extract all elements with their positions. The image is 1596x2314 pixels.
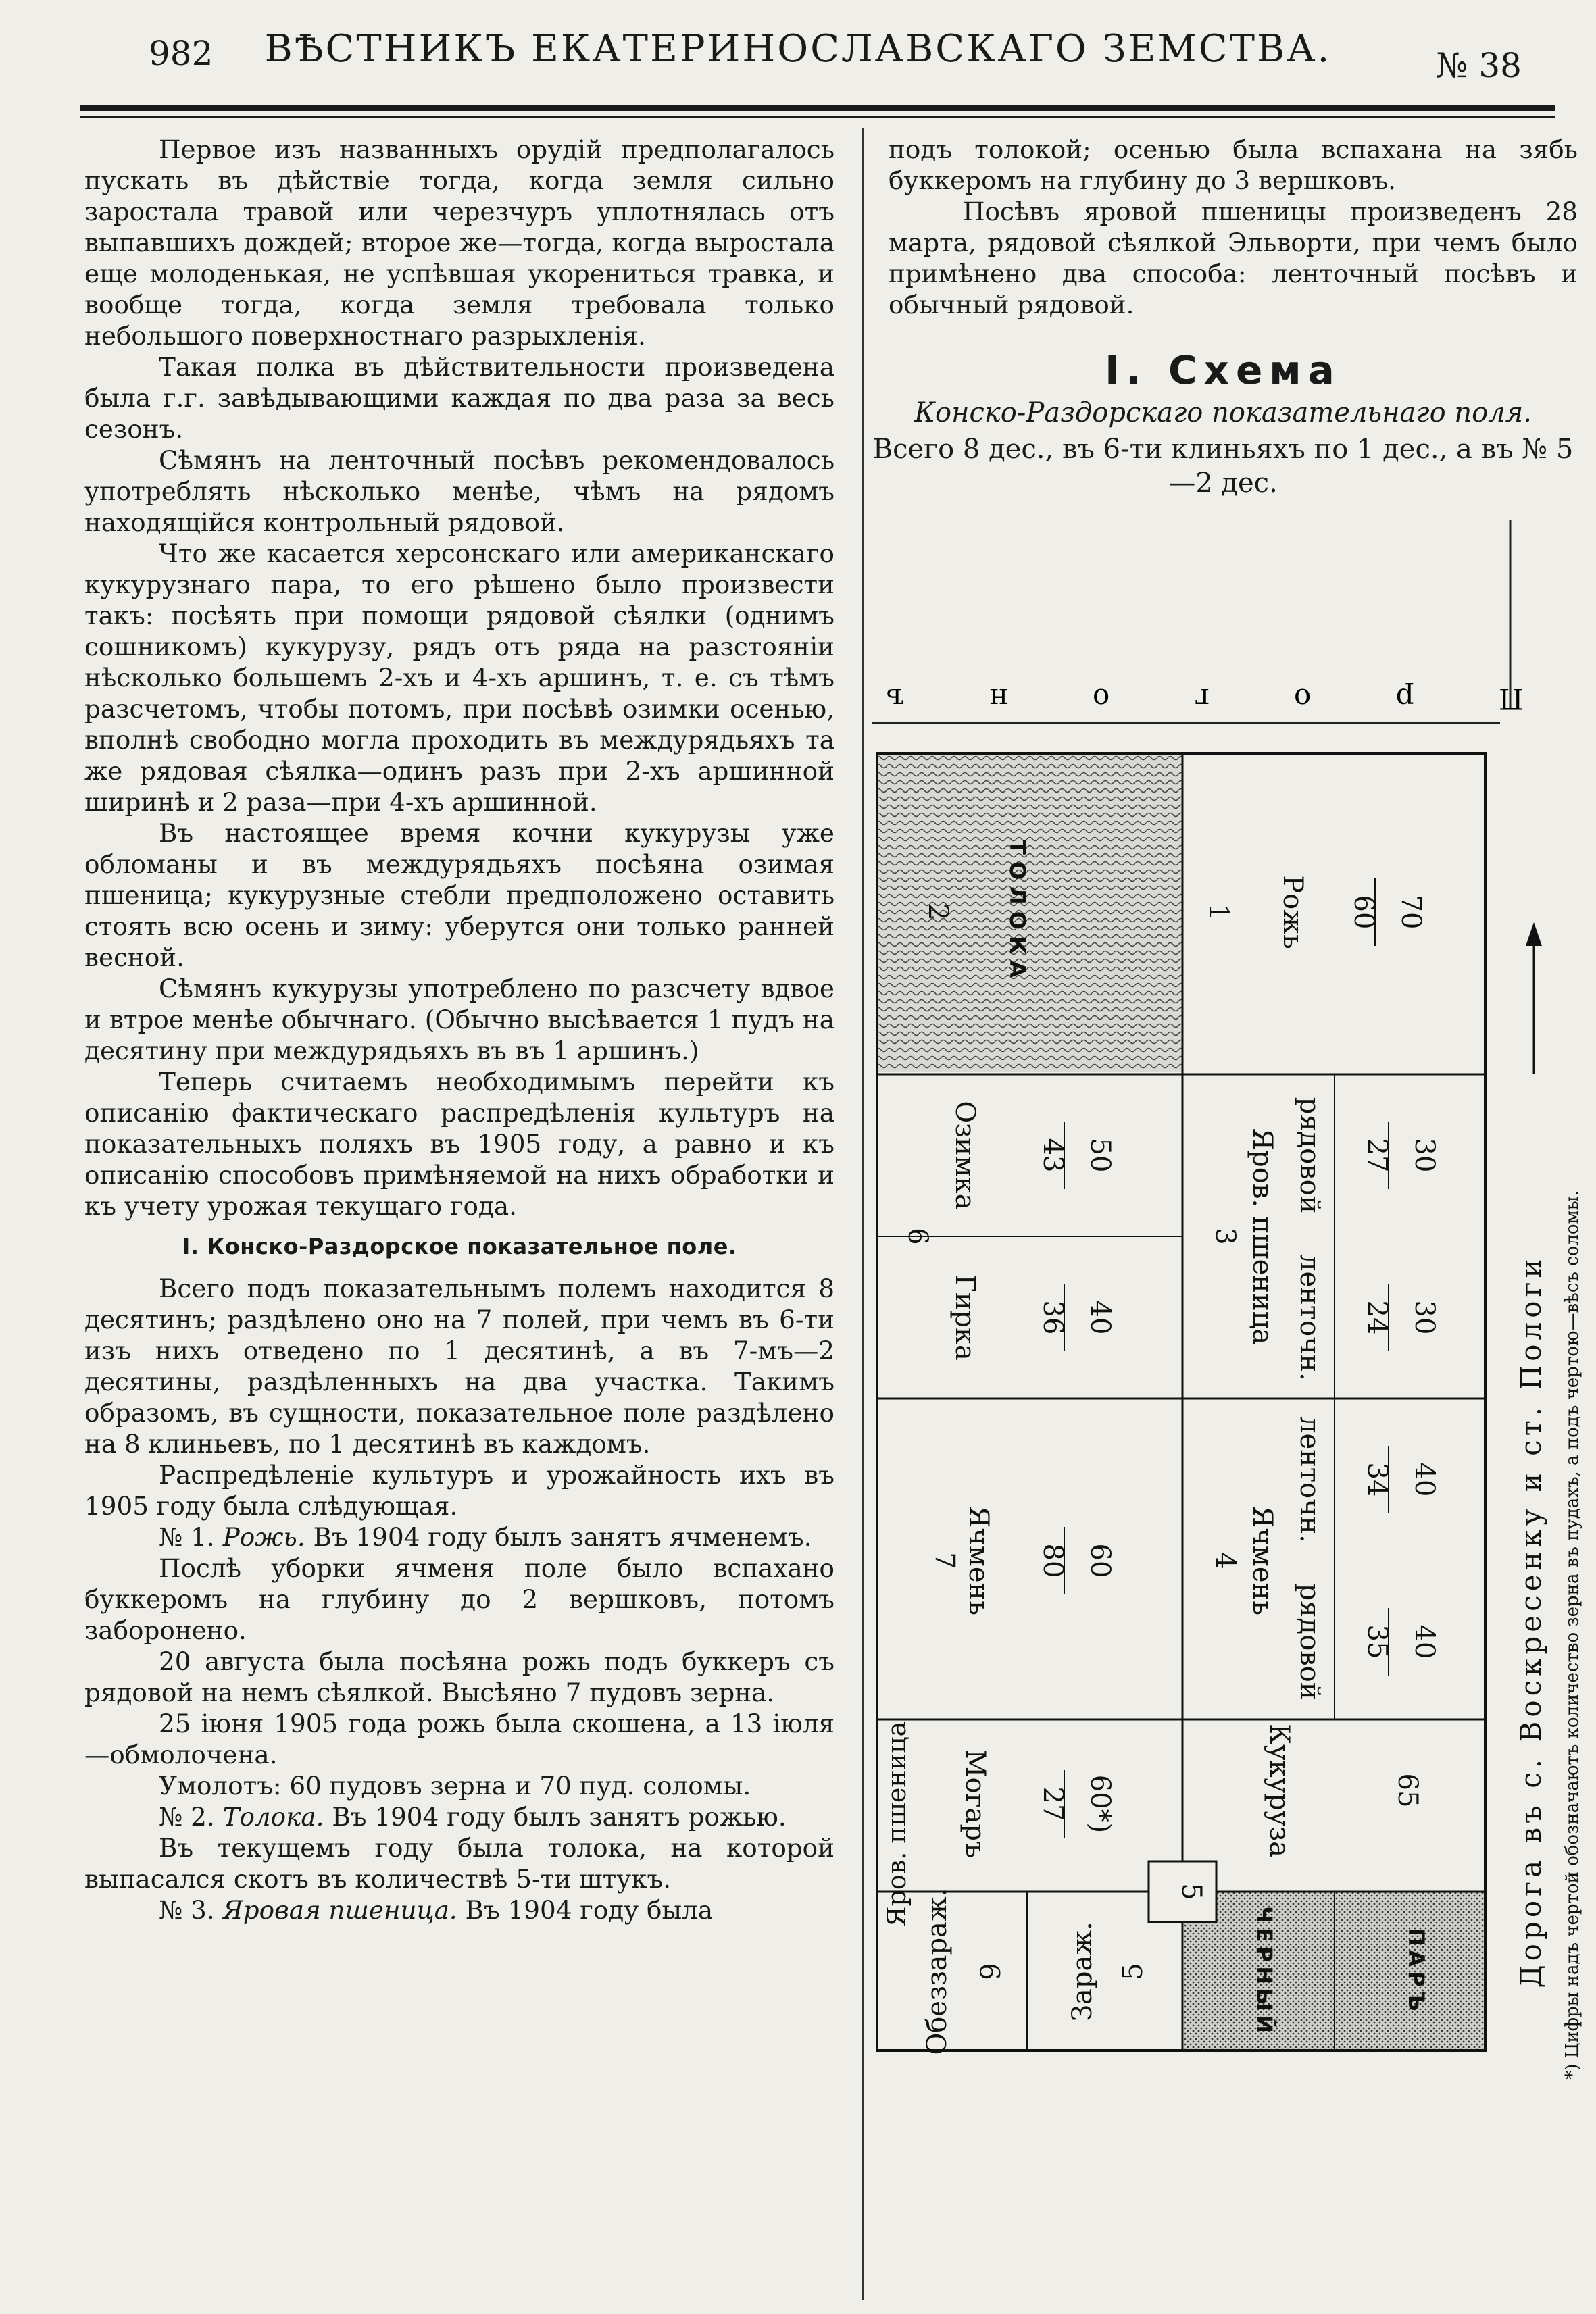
road-label: Дорога въ с. Воскресенку и ст. Пологи	[1514, 1255, 1547, 1988]
issue-number: № 38	[1436, 46, 1522, 85]
paragraph: Сѣмянъ на ленточный посѣвъ рекомендовалось употреблять нѣсколько менѣе, чѣмъ на рядомъ находящійся контрольный рядовой.	[84, 445, 834, 537]
paragraph: Распредѣленіе культуръ и урожайность ихъ въ 1905 году была слѣдующая.	[84, 1460, 834, 1521]
journal-title: ВѢСТНИКЪ ЕКАТЕРИНОСЛАВСКАГО ЗЕМСТВА.	[264, 27, 1332, 71]
field-4a-top: 35	[1362, 1624, 1393, 1659]
field-4a-method: рядовой	[1294, 1583, 1325, 1701]
field-3b-top: 27	[1362, 1138, 1393, 1173]
paragraph: Въ текущемъ году была толока, на которой выпасался скотъ въ количествѣ 5-ти штукъ.	[84, 1833, 834, 1894]
paragraph: Всего подъ показательнымъ полемъ находится 8 десятинъ; раздѣлено оно на 7 полей, при чемъ въ 6-ти изъ нихъ отведено по 1 десятинѣ, а въ 7-мъ—2 десятины, раздѣленныхъ на два участка. Такимъ образомъ, въ сущности, показательное поле раздѣлено на 8 клиньевъ, по 1 десятинѣ въ каждомъ.	[84, 1274, 834, 1459]
item-2: № 2. Толока. Въ 1904 году былъ занятъ рожью.	[159, 1802, 787, 1832]
field-9-number: 9	[976, 1963, 1007, 1980]
page-number: 982	[149, 34, 214, 73]
mogar-bot: 60*)	[1084, 1774, 1116, 1834]
field-3b-method: рядовой	[1294, 1097, 1325, 1214]
item-3: № 3. Яровая пшеница. Въ 1904 году была	[159, 1895, 714, 1925]
field-5-par: ПАРЪ	[1403, 1928, 1429, 2015]
zarazh-crop: Зараж.	[1067, 1921, 1098, 2021]
field-7-crop: Ячмень	[963, 1506, 994, 1615]
field-5-yar-pshenitsa: Яров. пшеница	[882, 1721, 912, 1928]
field-4a-bot: 40	[1409, 1624, 1440, 1659]
schema-title: I. Схема	[1105, 347, 1341, 393]
field-3a-bot: 30	[1409, 1300, 1440, 1335]
field-4b-method: ленточн.	[1294, 1416, 1325, 1543]
paragraph: Теперь считаемъ необходимымъ перейти къ описанію фактическаго распредѣленія культуръ на показательныхъ поляхъ въ 1905 году, а равно и къ описанію способовъ примѣняемой на нихъ обработки и къ учету урожая текущаго года.	[84, 1067, 834, 1221]
paragraph: 20 августа была посѣяна рожь подъ буккеръ съ рядовой на немъ сѣялкой. Высѣяно 7 пудовъ зерна.	[84, 1646, 834, 1707]
field-4-crop: Ячмень	[1247, 1506, 1278, 1615]
paragraph: Сѣмянъ кукурузы употреблено по разсчету вдвое и втрое менѣе обычнаго. (Обычно высѣвается 1 пудъ на десятину при междурядьяхъ въ въ 1 аршинъ.)	[84, 974, 834, 1065]
field-2-crop: ТОЛОКА	[1005, 840, 1030, 984]
field-9-crop: Обеззараж.	[922, 1888, 953, 2055]
paragraph: Что же касается херсонскаго или американскаго кукурузнаго пара, то его рѣшено было произвести такъ: посѣять при помощи рядовой сѣялки (однимъ сошникомъ) кукурузу, рядъ отъ ряда на разстояніи нѣсколько большемъ 2-хъ и 4-хъ аршинъ, т. е. съ тѣмъ разсчетомъ, чтобы потомъ, при посѣвѣ озимки осенью, вполнѣ свободно могла проходить въ междурядьяхъ та же рядовая сѣялка—одинъ разъ при 2-хъ аршинной ширинѣ и 2 раза—при 4-хъ аршинной.	[84, 538, 834, 817]
field-3a-top: 24	[1362, 1300, 1393, 1335]
field-6a-bot: 40	[1084, 1300, 1116, 1335]
field-3-number: 3	[1210, 1228, 1241, 1245]
field-7-number: 7	[929, 1552, 960, 1569]
arrow-up-icon	[1526, 922, 1542, 1074]
field-4b-top: 34	[1362, 1462, 1393, 1497]
field-3b-bot: 30	[1409, 1138, 1440, 1173]
field-5-chernyi: ЧЕРНЫЙ	[1251, 1906, 1277, 2037]
mogar-crop: Могаръ	[959, 1749, 991, 1859]
field-4b-bot: 40	[1409, 1462, 1440, 1497]
field-6-number: 6	[902, 1228, 933, 1245]
field-3-crop: Яров. пшеница	[1247, 1128, 1278, 1345]
field-1-yield-top: 60	[1348, 895, 1379, 930]
paragraph: Первое изъ названныхъ орудій предполагалось пускать въ дѣйствіе тогда, когда земля сильно заростала травой или черезчуръ уплотнялась отъ выпавшихъ дождей; второе же—тогда, когда выростала еще молоденькая, не успѣвшая укорениться травка, и вообще тогда, когда земля требовала только небольшого поверхностнаго разрыхленія.	[84, 134, 834, 351]
field-5-number: 5	[1176, 1883, 1207, 1901]
paragraph: 25 іюня 1905 года рожь была скошена, а 13 іюля—обмолочена.	[84, 1709, 834, 1769]
paragraph: Такая полка въ дѣйствительности произведена была г.г. завѣдывающими каждая по два раза за весь сезонъ.	[84, 352, 834, 444]
field-6b-bot: 50	[1084, 1138, 1116, 1173]
mogar-top: 27	[1037, 1786, 1068, 1821]
field-6b-crop: Озимка	[949, 1101, 980, 1210]
pass-strip	[849, 520, 1524, 723]
field-5-kukuruza-value: 65	[1392, 1773, 1423, 1808]
section-heading: I. Конско-Раздорское показательное поле.	[182, 1234, 737, 1259]
field-6b-top: 43	[1037, 1138, 1068, 1173]
zarazh-number: 5	[1118, 1963, 1149, 1980]
field-5-kukuruza: Кукуруза	[1264, 1724, 1295, 1857]
paragraph: Въ настоящее время кочни кукурузы уже обломаны и въ междурядьяхъ посѣяна озимая пшеница; кукурузные стебли предположено оставить стоять всю осень и зиму: уберутся они только ранней весной.	[84, 818, 834, 972]
paragraph: Послѣ уборки ячменя поле было вспахано буккеромъ на глубину до 2 вершковъ, потомъ заборонено.	[84, 1553, 834, 1645]
footnote: *) Цифры надъ чертой обозначаютъ количество зерна въ пудахъ, а подъ чертою—вѣсъ соломы.	[1562, 1190, 1582, 2080]
paragraph: Умолотъ: 60 пудовъ зерна и 70 пуд. соломы.	[159, 1771, 751, 1801]
field-3a-method: ленточн.	[1294, 1254, 1325, 1381]
field-1-yield-bot: 70	[1395, 895, 1426, 930]
field-1-crop: Рожь	[1277, 875, 1308, 949]
paragraph: Посѣвъ яровой пшеницы произведенъ 28 марта, рядовой сѣялкой Эльворти, при чемъ было примѣнено два способа: ленточный посѣвъ и обычный рядовой.	[889, 197, 1578, 320]
pass-label: П р о г о н ъ	[848, 682, 1524, 715]
field-1-number: 1	[1203, 903, 1234, 921]
field-6a-top: 36	[1037, 1300, 1068, 1335]
field-4-number: 4	[1210, 1552, 1241, 1569]
schema-total: Всего 8 дес., въ 6-ти клиньяхъ по 1 дес., а въ № 5—2 дес.	[872, 434, 1574, 499]
item-1: № 1. Рожь. Въ 1904 году былъ занятъ ячменемъ.	[159, 1522, 812, 1552]
field-7-bot: 60	[1084, 1543, 1116, 1578]
field-7-top: 80	[1037, 1543, 1068, 1578]
field-6a-crop: Гирка	[949, 1274, 980, 1361]
field-2-number: 2	[922, 903, 953, 921]
paragraph: подъ толокой; осенью была вспахана на зябь буккеромъ на глубину до 3 вершковъ.	[889, 134, 1578, 195]
schema-subtitle: Конско-Раздорскаго показательнаго поля.	[914, 397, 1532, 428]
